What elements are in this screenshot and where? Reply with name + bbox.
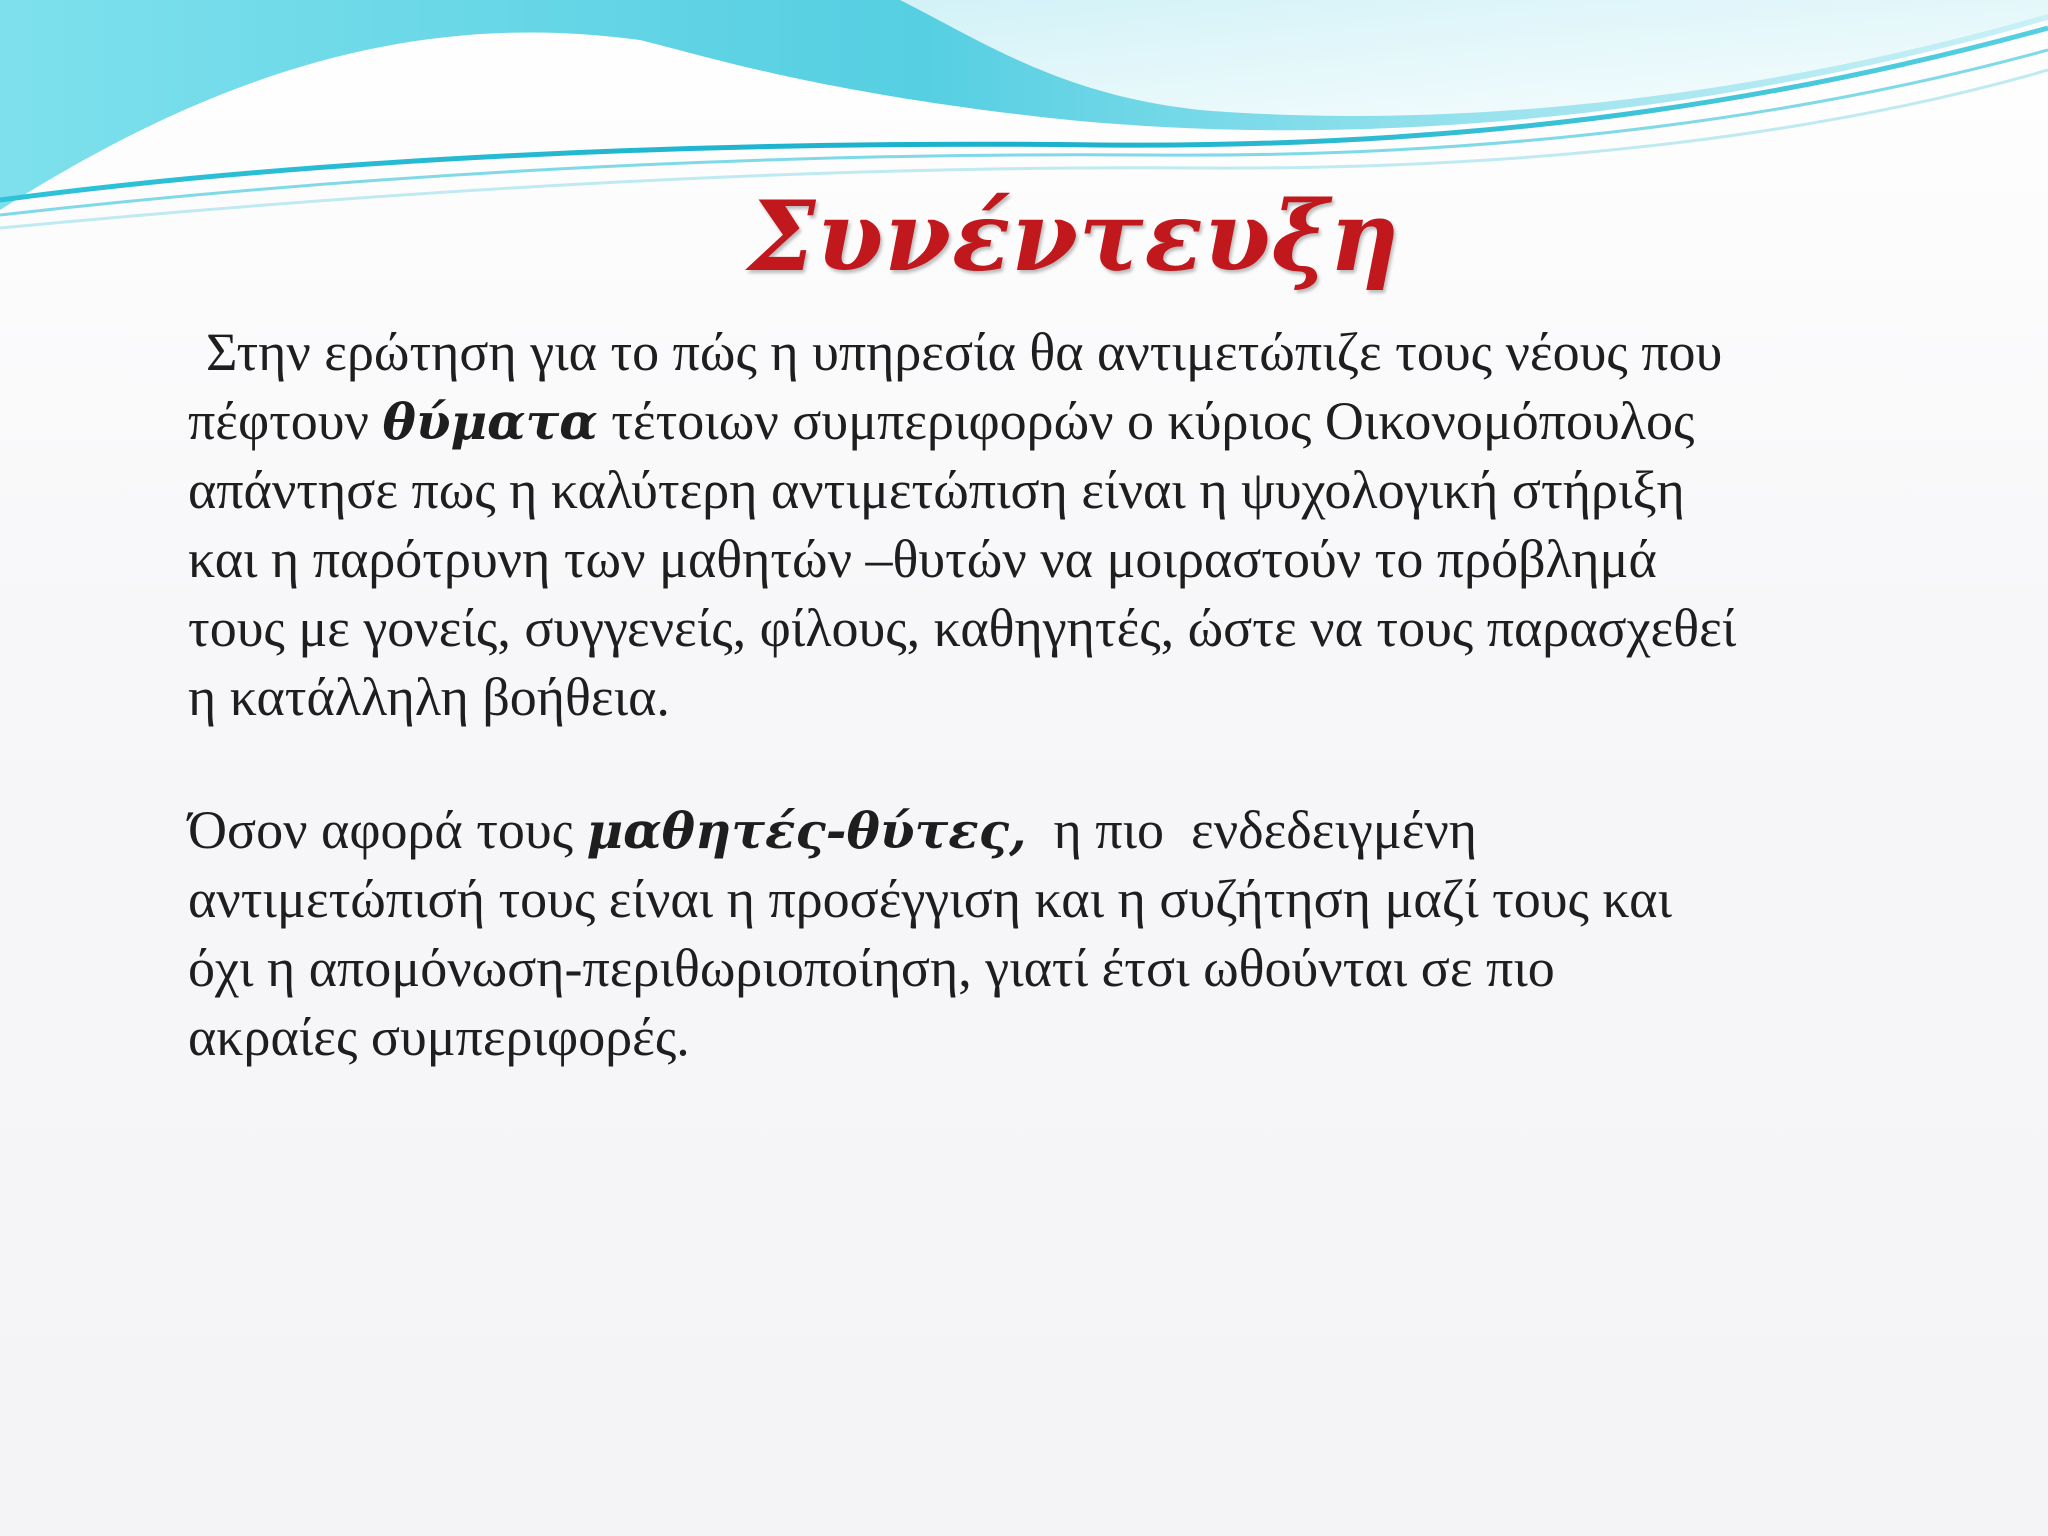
text-line xyxy=(188,796,2008,865)
text-run: πέφτουν xyxy=(188,391,383,451)
emphasis-student-perpetrators: μαθητές-θύτες, xyxy=(586,801,1027,860)
text-line: απάντησε πως η καλύτερη αντιμετώπιση είναι η ψυχολογική στήριξη xyxy=(188,460,1685,520)
paragraph-perpetrators xyxy=(188,796,2008,1072)
text-run: Όσον αφορά τους xyxy=(188,800,587,860)
paragraph-interview-answer xyxy=(188,318,2008,732)
text-line: αντιμετώπισή τους είναι η προσέγγιση και η συζήτηση μαζί τους και xyxy=(188,869,1672,929)
text-run: τέτοιων συμπεριφορών ο κύριος Οικονομόπουλος xyxy=(597,391,1695,451)
text-line: Στην ερώτηση για το πώς η υπηρεσία θα αντιμετώπιζε τους νέους που xyxy=(206,322,1723,382)
text-line: και η παρότρυνη των μαθητών –θυτών να μοιραστούν το πρόβλημά xyxy=(188,529,1657,589)
text-line: τους με γονείς, συγγενείς, φίλους, καθηγητές, ώστε να τους παρασχεθεί xyxy=(188,598,1737,658)
text-line: ακραίες συμπεριφορές. xyxy=(188,1007,690,1067)
text-line xyxy=(188,387,2008,456)
text-run: η πιο ενδεδειγμένη xyxy=(1026,800,1478,860)
text-line: η κατάλληλη βοήθεια. xyxy=(188,667,670,727)
slide-title: Συνέντευξη xyxy=(747,180,1401,293)
text-line: όχι η απομόνωση-περιθωριοποίηση, γιατί έτσι ωθούνται σε πιο xyxy=(188,938,1555,998)
emphasis-victims: θύματα xyxy=(382,392,598,451)
